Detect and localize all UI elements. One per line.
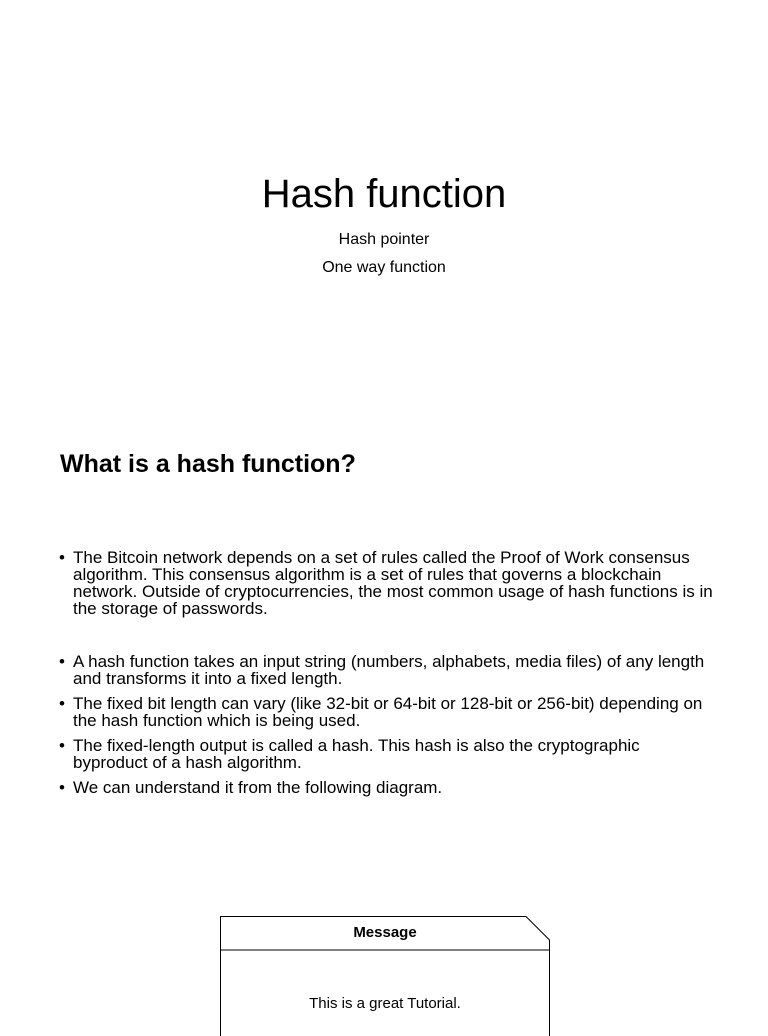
- bullet-marker: •: [59, 652, 65, 671]
- slide-heading: What is a hash function?: [60, 450, 356, 478]
- bullet-text: A hash function takes an input string (numbers, alphabets, media files) of any length and transforms it into a fixed length.: [73, 652, 705, 688]
- message-header: Message: [353, 924, 417, 941]
- message-diagram: [220, 916, 550, 1036]
- bullet-item: [59, 549, 719, 617]
- bullet-item: [59, 737, 719, 771]
- bullet-list-details: [59, 653, 719, 796]
- bullet-marker: •: [59, 778, 65, 797]
- title-slide: [0, 0, 768, 420]
- bullet-marker: •: [59, 736, 65, 755]
- bullet-text: We can understand it from the following diagram.: [73, 778, 443, 797]
- bullet-text: The fixed bit length can vary (like 32-bit or 64-bit or 128-bit or 256-bit) depending on the hash function which is being used.: [73, 694, 703, 730]
- subtitle-hash-pointer: Hash pointer: [338, 231, 430, 248]
- bullet-text: The fixed-length output is called a hash. This hash is also the cryptographic byproduct of a hash algorithm.: [73, 736, 640, 772]
- content-slide: [0, 420, 768, 1024]
- bullet-list-intro: [59, 549, 719, 617]
- bullet-item: [59, 779, 719, 796]
- bullet-item: [59, 653, 719, 687]
- bullet-text: The Bitcoin network depends on a set of rules called the Proof of Work consensus algorithm. This consensus algorithm is a set of rules that governs a blockchain network. Outside of cryptocurrencies, the most common usage of hash functions is in the storage of passwords.: [73, 548, 713, 618]
- bullet-marker: •: [59, 548, 65, 567]
- slide-title: Hash function: [261, 172, 507, 216]
- bullet-item: [59, 695, 719, 729]
- subtitle-one-way-function: One way function: [322, 259, 446, 276]
- message-body: This is a great Tutorial.: [309, 995, 461, 1012]
- bullet-marker: •: [59, 694, 65, 713]
